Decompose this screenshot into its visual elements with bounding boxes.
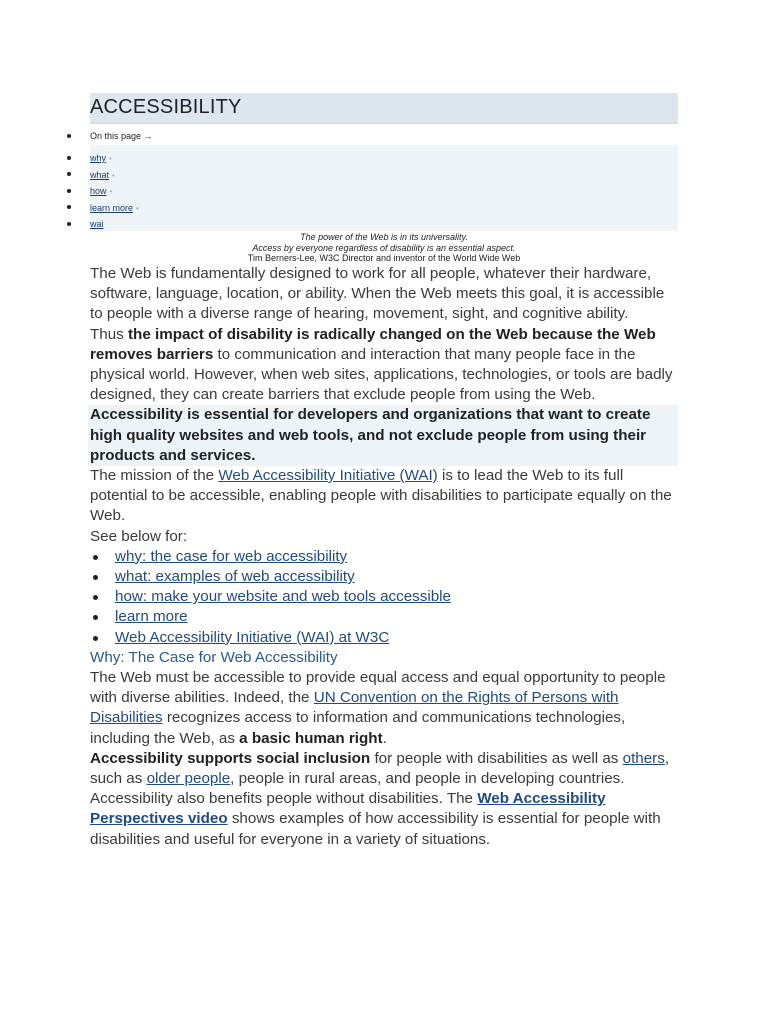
text: shows examples of how accessibility is essential for people with disabilities and useful for everyone in a variety of situations.	[90, 810, 661, 848]
un-convention-link[interactable]: UN Convention on the Rights of Persons with Disabilities	[90, 689, 619, 727]
text: , such as	[90, 749, 670, 788]
toc-item	[90, 185, 139, 202]
bold-text: Accessibility is essential for developers and organizations that want to create high quality websites and web tools, and not exclude people from using their products and services.	[90, 406, 651, 464]
toc-item	[90, 152, 139, 169]
toc-link-wai[interactable]: wai	[90, 219, 104, 229]
toc-item	[90, 202, 139, 219]
bold-text: a basic human right	[239, 729, 383, 747]
paragraph-benefits	[90, 789, 678, 850]
page-title: ACCESSIBILITY	[90, 96, 242, 118]
toc-bullet	[67, 205, 71, 209]
list-item	[115, 607, 678, 627]
others-link[interactable]: others	[622, 749, 665, 767]
list-item	[115, 587, 678, 607]
article-body	[90, 264, 678, 850]
link-what[interactable]: what: examples of web accessibility	[115, 568, 355, 586]
paragraph-why	[90, 668, 678, 749]
toc-separator: •	[109, 187, 113, 196]
why-heading: Why: The Case for Web Accessibility	[90, 648, 338, 666]
text: Accessibility also benefits people without disabilities. The	[90, 790, 478, 808]
list-item	[115, 547, 678, 567]
quote-attribution: Tim Berners-Lee, W3C Director and inventor of the World Wide Web	[247, 253, 521, 263]
toc-bullet	[67, 189, 71, 193]
toc-box	[90, 145, 678, 231]
link-wai-w3c[interactable]: Web Accessibility Initiative (WAI) at W3C	[115, 628, 390, 646]
text: Thus	[90, 325, 128, 343]
on-this-page-label: On this page →	[90, 131, 153, 141]
wai-link[interactable]: Web Accessibility Initiative (WAI)	[218, 467, 438, 485]
toc-link-what[interactable]: what	[90, 169, 110, 180]
toc-link-how[interactable]: how	[90, 186, 107, 196]
toc-bullet	[67, 134, 71, 138]
see-below-list	[90, 547, 678, 648]
toc-separator: •	[109, 154, 112, 163]
bold-text: Accessibility supports social inclusion	[90, 749, 371, 767]
paragraph-intro: The Web is fundamentally designed to work for all people, whatever their hardware, software, language, location, or ability. When the Web meets this goal, it is accessible to people with a diverse range of hearing, movement, sight, and cognitive ability.	[90, 265, 665, 323]
highlight-paragraph	[88, 405, 678, 466]
toc-link-why[interactable]: why	[90, 153, 107, 163]
toc-bullet	[67, 156, 71, 160]
link-why[interactable]: why: the case for web accessibility	[115, 547, 348, 565]
toc-link-learn-more[interactable]: learn more	[90, 202, 134, 213]
bold-text: the impact of disability is radically changed on the Web because the Web removes barriers	[90, 325, 656, 363]
toc-bullet	[67, 222, 71, 226]
see-below-label: See below for:	[90, 527, 188, 545]
title-bar	[90, 93, 678, 124]
toc-separator: •	[112, 170, 115, 180]
toc-list	[90, 152, 139, 235]
toc-bullet	[67, 172, 71, 176]
paragraph-inclusion	[90, 749, 678, 789]
quote-line-2: Access by everyone regardless of disability is an essential aspect.	[252, 242, 516, 253]
text: to communication and interaction that many people face in the physical world. However, when web sites, applications, technologies, or tools are badly designed, they can create barriers that exclude people from using the Web.	[90, 345, 673, 404]
text: is to lead the Web to its full potential to be accessible, enabling people with disabilities to participate equally on the Web.	[90, 467, 672, 525]
toc-separator: •	[136, 203, 139, 213]
link-how[interactable]: how: make your website and web tools accessible	[115, 588, 451, 606]
quote-line-1: The power of the Web is in its universality.	[300, 232, 468, 242]
link-learn-more[interactable]: learn more	[115, 608, 188, 626]
toc-item	[90, 169, 139, 186]
list-item	[115, 628, 678, 648]
perspectives-video-link[interactable]: Web Accessibility Perspectives video	[90, 790, 606, 828]
text: .	[382, 729, 387, 747]
text: The mission of the	[90, 467, 219, 485]
list-item	[115, 567, 678, 587]
text: , people in rural areas, and people in developing countries.	[230, 770, 625, 788]
paragraph-impact	[90, 325, 678, 406]
quote	[90, 232, 678, 264]
older-people-link[interactable]: older people	[146, 770, 231, 788]
paragraph-mission	[90, 466, 678, 527]
text: for people with disabilities as well as	[370, 749, 623, 767]
text: The Web must be accessible to provide equal access and equal opportunity to people with diverse abilities. Indeed, the	[90, 669, 666, 707]
text: recognizes access to information and communications technologies, including the Web, as	[90, 709, 626, 747]
